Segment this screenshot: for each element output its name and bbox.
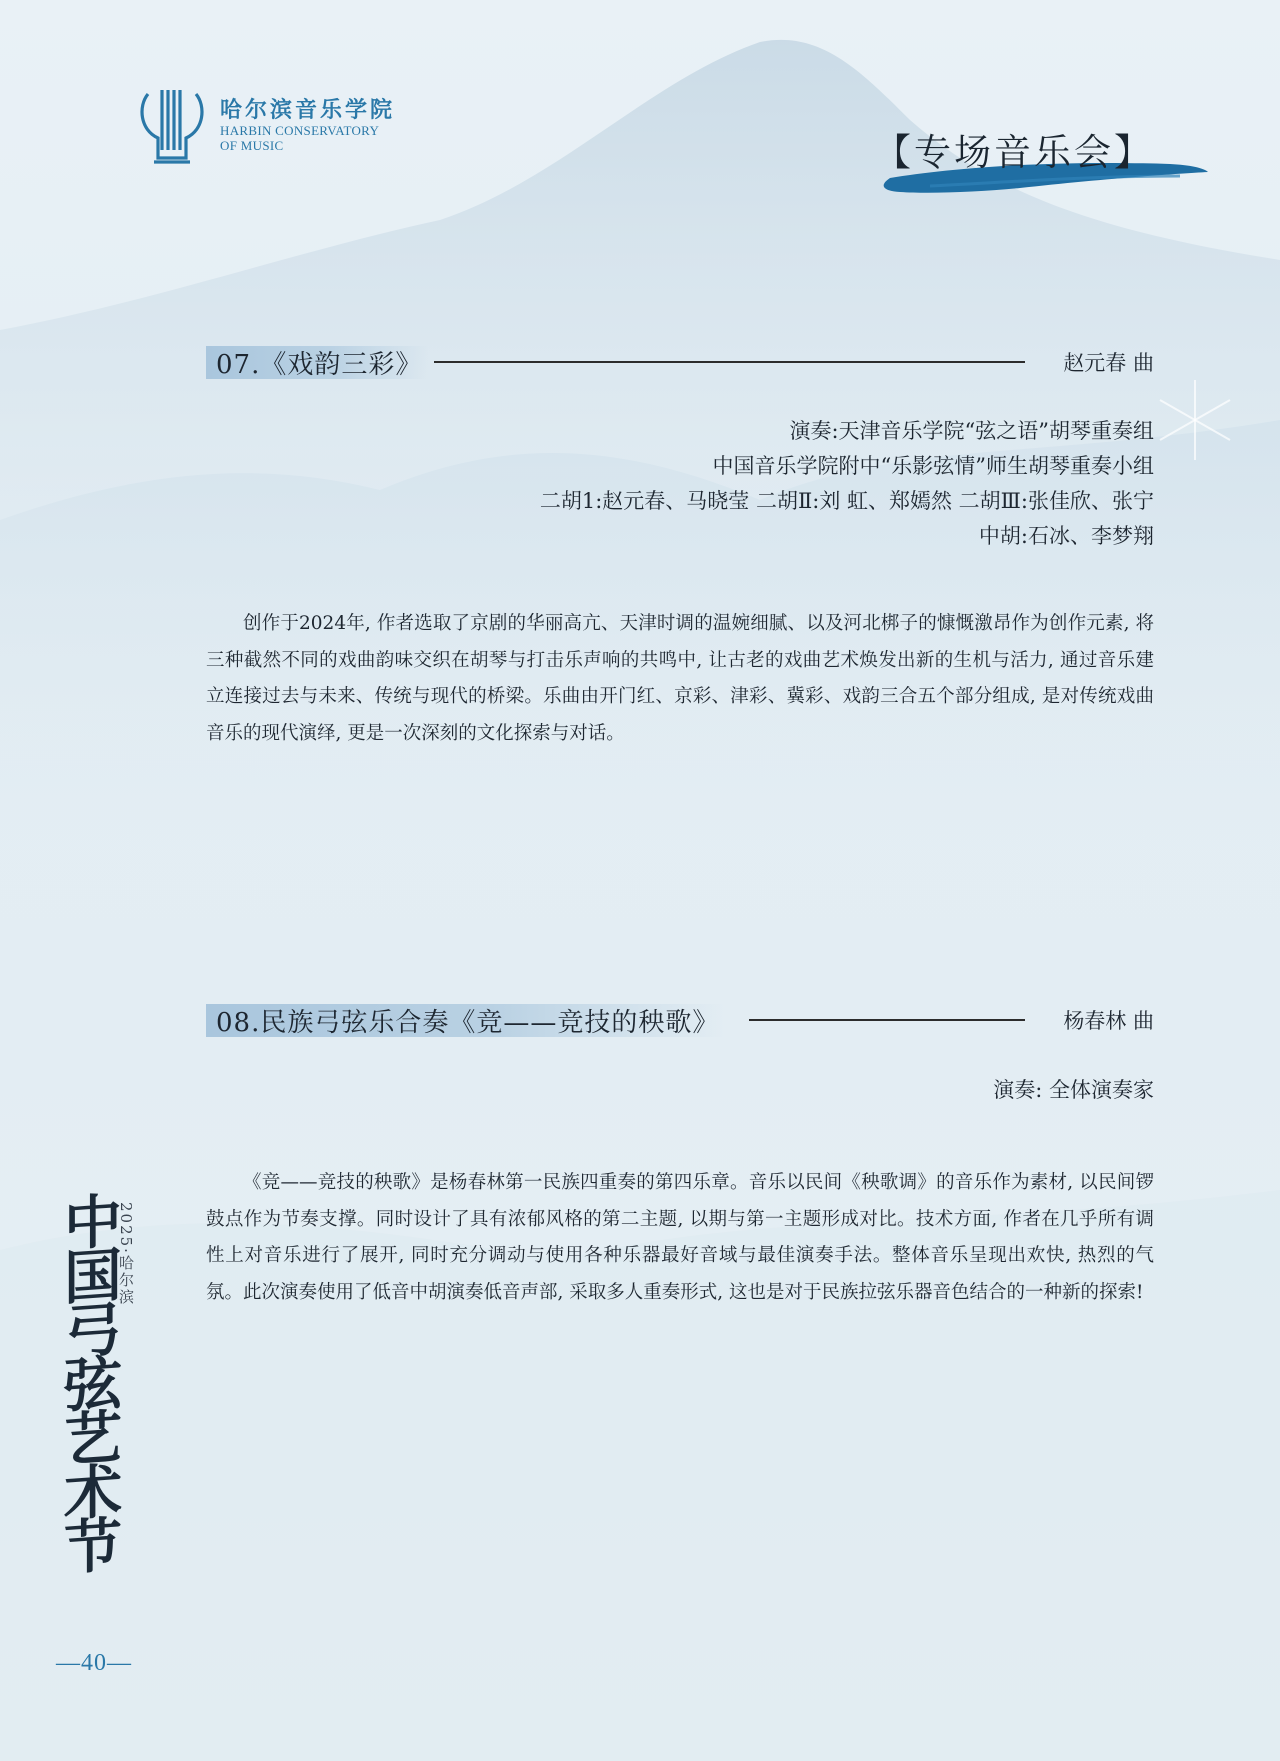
program-08-composer: 杨春林 曲 (1063, 1009, 1154, 1033)
school-name-en-line2: OF MUSIC (220, 138, 284, 153)
program-07-description: 创作于2024年, 作者选取了京剧的华丽高亢、天津时调的温婉细腻、以及河北梆子的慷慨激昂作为创作元素, 将三种截然不同的戏曲韵味交织在胡琴与打击乐声响的共鸣中, 让古老的戏曲艺术焕发出新的生机与活力, 通过音乐建立连接过去与未来、传统与现代的桥梁。乐曲由开门红、京彩、津彩、冀彩、戏韵三合五个部分组成, 是对传统戏曲音乐的现代演绎, 更是一次深刻的文化探索与对话。 (206, 613, 1154, 744)
program-08-description: 《竞——竞技的秧歌》是杨春林第一民族四重奏的第四乐章。音乐以民间《秧歌调》的音乐作为素材, 以民间锣鼓点作为节奏支撑。同时设计了具有浓郁风格的第二主题, 以期与第一主题形成对比。技术方面, 作者在几乎所有调性上对音乐进行了展开, 同时充分调动与使用各种乐器最好音域与最佳演奏手法。整体音乐呈现出欢快, 热烈的气氛。此次演奏使用了低音中胡演奏低音声部, 采取多人重奏形式, 这也是对于民族拉弦乐器音色结合的一种新的探索! (206, 1172, 1154, 1303)
concert-banner (870, 118, 1210, 208)
program-07-title: 07.《戏韵三彩》 (206, 342, 428, 383)
page-number: —40— (56, 1650, 132, 1676)
festival-year-city: 2025·哈尔滨 (117, 1202, 135, 1306)
school-name-cn: 哈尔滨音乐学院 (220, 97, 396, 123)
program-07-composer: 赵元春 曲 (1063, 351, 1154, 375)
lyre-icon (138, 86, 206, 164)
program-08-title: 08.民族弓弦乐合奏《竞——竞技的秧歌》 (206, 1000, 725, 1041)
school-name-en-line1: HARBIN CONSERVATORY (220, 123, 380, 138)
divider (434, 361, 1025, 363)
festival-name: 中国弓弦艺术节 (54, 1189, 122, 1573)
banner-title: 【专场音乐会】 (874, 131, 1154, 174)
festival-side-title (50, 1188, 160, 1628)
performer-line: 演奏: 全体演奏家 (993, 1078, 1154, 1102)
performer-line: 演奏:天津音乐学院“弦之语”胡琴重奏组 (789, 419, 1154, 443)
divider (749, 1019, 1025, 1021)
program-07-performers (540, 414, 1154, 554)
program-08-performers (993, 1073, 1154, 1108)
performer-line: 中国音乐学院附中“乐影弦情”师生胡琴重奏小组 (712, 454, 1154, 478)
program-07-header (206, 342, 1154, 382)
performer-line: 二胡1:赵元春、马晓莹 二胡Ⅱ:刘 虹、郑嫣然 二胡Ⅲ:张佳欣、张宁 (539, 489, 1154, 513)
performer-line: 中胡:石冰、李梦翔 (978, 524, 1154, 548)
school-logo (138, 86, 395, 164)
program-08-header (206, 1000, 1154, 1040)
